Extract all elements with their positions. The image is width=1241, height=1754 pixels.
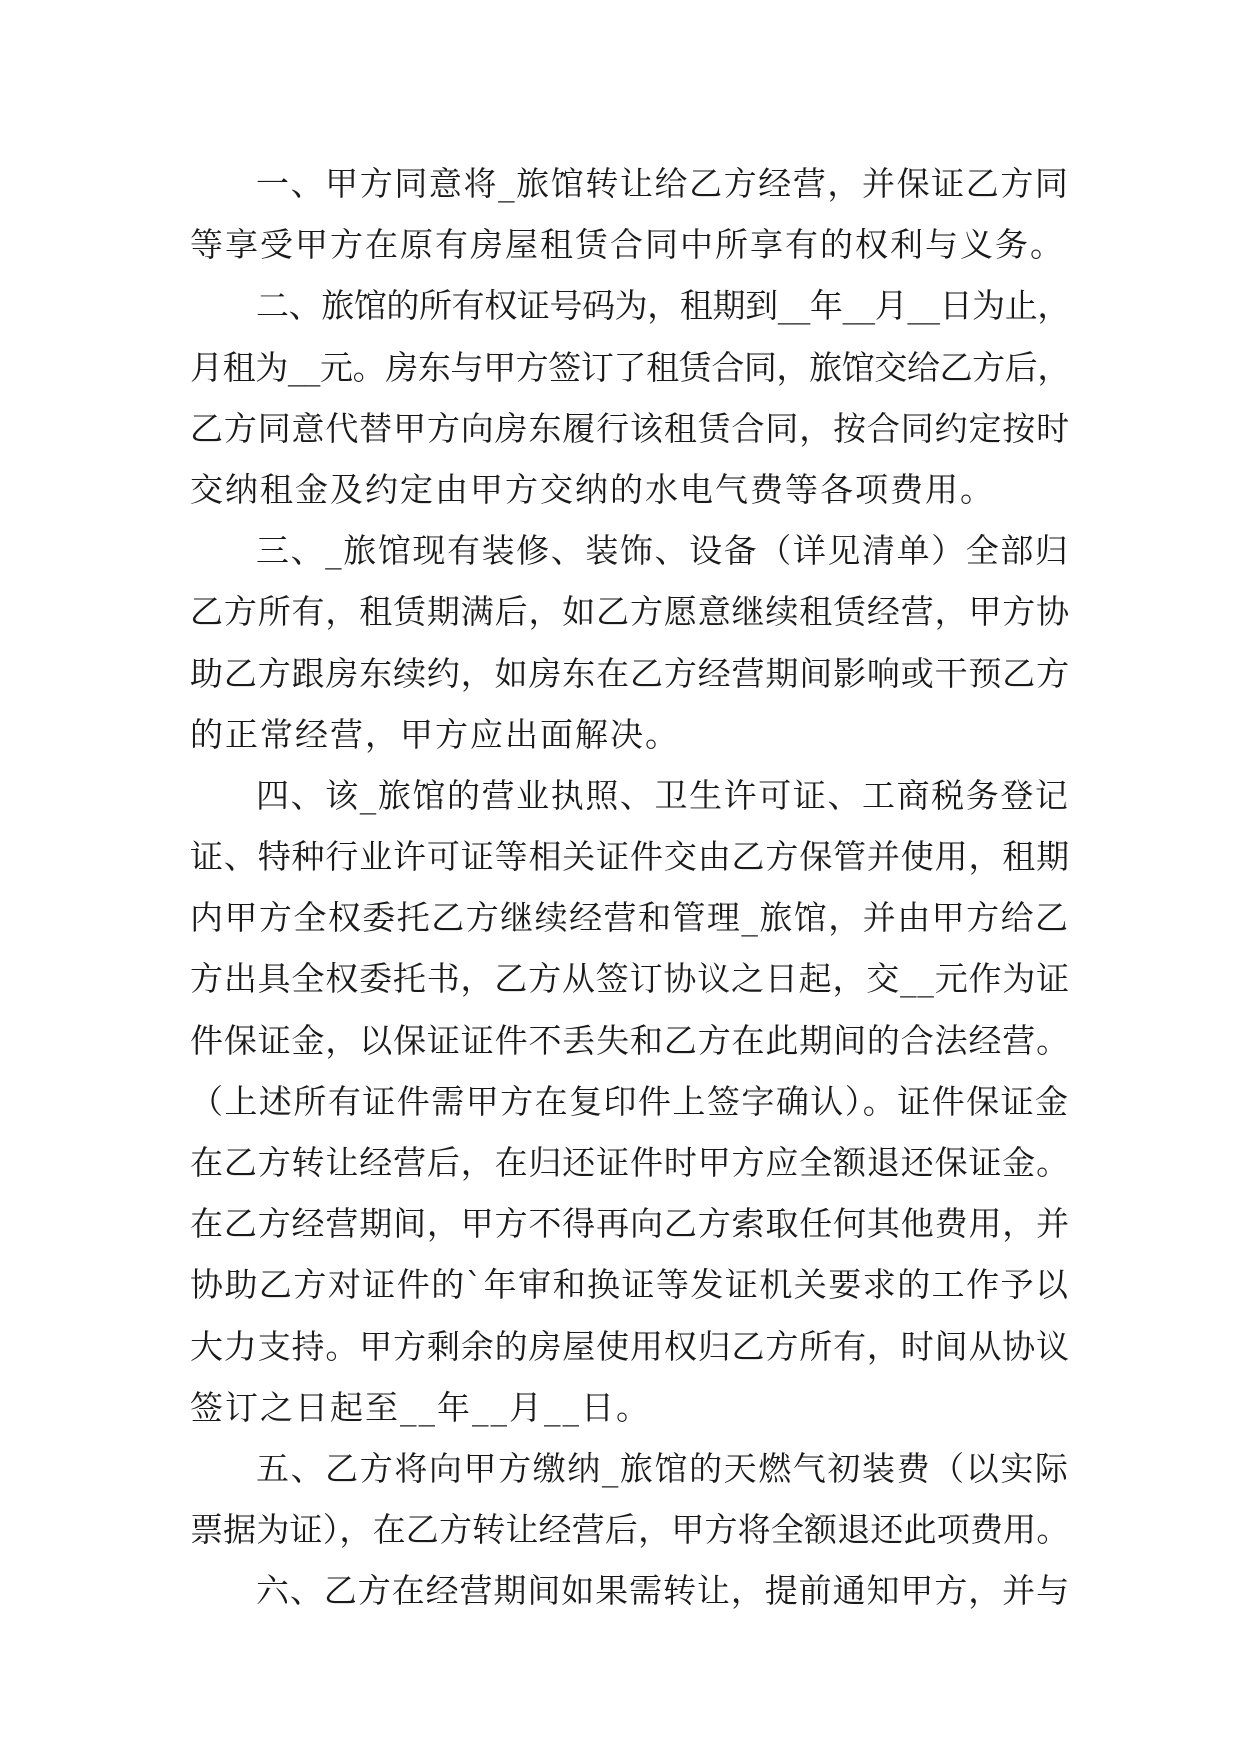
paragraph-line: 的正常经营，甲方应出面解决。 <box>190 714 680 754</box>
paragraph-line: 等享受甲方在原有房屋租赁合同中所享有的权利与义务。 <box>190 225 1065 265</box>
paragraph-line: 乙方同意代替甲方向房东履行该租赁合同，按合同约定按时 <box>190 408 1070 448</box>
paragraph-line: 大力支持。甲方剩余的房屋使用权归乙方所有，时间从协议 <box>190 1326 1070 1366</box>
paragraph-line: 方出具全权委托书，乙方从签订协议之日起，交__元作为证 <box>190 959 1070 999</box>
paragraph-line: 签订之日起至__年__月__日。 <box>190 1387 651 1427</box>
paragraph-line: 在乙方经营期间，甲方不得再向乙方索取任何其他费用，并 <box>190 1204 1070 1244</box>
paragraph-first-line: 六、乙方在经营期间如果需转让，提前通知甲方，并与 <box>256 1571 1070 1611</box>
paragraph-first-line: 五、乙方将向甲方缴纳_旅馆的天燃气初装费（以实际 <box>256 1448 1070 1488</box>
paragraph-line: 月租为__元。房东与甲方签订了租赁合同，旅馆交给乙方后， <box>190 347 1071 387</box>
paragraph-first-line: 二、旅馆的所有权证号码为，租期到__年__月__日为止， <box>256 286 1071 326</box>
paragraph-line: 内甲方全权委托乙方继续经营和管理_旅馆，并由甲方给乙 <box>190 898 1070 938</box>
paragraph-first-line: 一、甲方同意将_旅馆转让给乙方经营，并保证乙方同 <box>256 164 1070 203</box>
paragraph-line: 票据为证），在乙方转让经营后，甲方将全额退还此项费用。 <box>190 1510 1070 1550</box>
paragraph-line: 助乙方跟房东续约，如房东在乙方经营期间影响或干预乙方 <box>190 653 1070 693</box>
paragraph-line: 在乙方转让经营后，在归还证件时甲方应全额退还保证金。 <box>190 1143 1070 1182</box>
paragraph-line: 件保证金，以保证证件不丢失和乙方在此期间的合法经营。 <box>190 1020 1070 1060</box>
paragraph-line: 协助乙方对证件的`年审和换证等发证机关要求的工作予以 <box>190 1265 1070 1305</box>
paragraph-line: （上述所有证件需甲方在复印件上签字确认）。证件保证金 <box>190 1081 1070 1121</box>
paragraph-first-line: 三、_旅馆现有装修、装饰、设备（详见清单）全部归 <box>256 531 1070 571</box>
document-body <box>190 164 1070 1633</box>
paragraph-line: 交纳租金及约定由甲方交纳的水电气费等各项费用。 <box>190 469 995 509</box>
paragraph-line: 证、特种行业许可证等相关证件交由乙方保管并使用，租期 <box>190 837 1070 877</box>
paragraph-first-line: 四、该_旅馆的营业执照、卫生许可证、工商税务登记 <box>256 775 1070 815</box>
paragraph-line: 乙方所有，租赁期满后，如乙方愿意继续租赁经营，甲方协 <box>190 592 1070 632</box>
